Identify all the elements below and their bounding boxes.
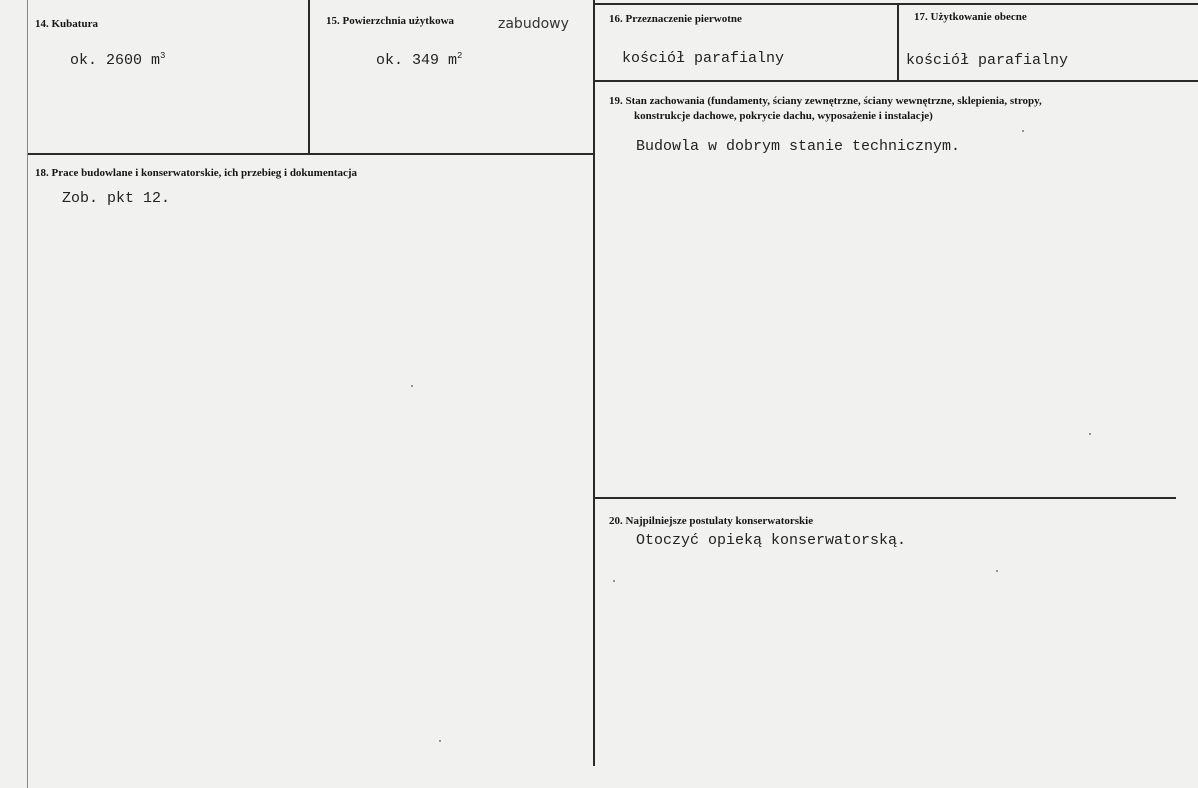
paper-speck (411, 385, 413, 387)
powierzchnia-label: 15. Powierzchnia użytkowa (326, 15, 455, 27)
powierzchnia-value-text: ok. 349 m (376, 52, 458, 69)
stan-label-line2: konstrukcje dachowe, pokrycie dachu, wyposażenie i instalacje) (634, 110, 933, 122)
left-edge (27, 0, 28, 788)
przeznaczenie-label: 16. Przeznaczenie pierwotne (609, 13, 742, 25)
top-rule-right (594, 3, 1198, 5)
uzytkowanie-value: kościół parafialny (906, 52, 1069, 69)
powierzchnia-handwritten: zabudowy (498, 16, 569, 32)
rule-under-16-17 (594, 80, 1198, 82)
paper-speck (439, 740, 441, 742)
kubatura-unit-sup: 3 (160, 51, 166, 61)
paper-speck (1022, 130, 1024, 132)
kubatura-label: 14. Kubatura (35, 18, 98, 30)
powierzchnia-value (376, 52, 462, 70)
paper-speck (613, 580, 615, 582)
divider-16-17 (897, 3, 899, 81)
powierzchnia-unit-sup: 2 (457, 51, 463, 61)
paper-speck (1089, 433, 1091, 435)
prace-label: 18. Prace budowlane i konserwatorskie, ich przebieg i dokumentacja (35, 167, 358, 179)
divider-14-15 (308, 0, 310, 154)
postulaty-label: 20. Najpilniejsze postulaty konserwatorskie (609, 515, 814, 527)
kubatura-value-text: ok. 2600 m (70, 52, 161, 69)
stan-label-line1: 19. Stan zachowania (fundamenty, ściany zewnętrzne, ściany wewnętrzne, sklepienia, stropy, (609, 95, 1042, 107)
paper-speck (996, 570, 998, 572)
stan-value: Budowla w dobrym stanie technicznym. (636, 138, 961, 155)
rule-under-19 (594, 497, 1176, 499)
prace-value: Zob. pkt 12. (62, 190, 171, 207)
rule-under-14-15 (28, 153, 594, 155)
kubatura-value (70, 52, 165, 70)
postulaty-value: Otoczyć opieką konserwatorską. (636, 532, 907, 549)
przeznaczenie-value: kościół parafialny (622, 50, 785, 67)
divider-15-16 (593, 0, 595, 766)
uzytkowanie-label: 17. Użytkowanie obecne (914, 11, 1027, 23)
